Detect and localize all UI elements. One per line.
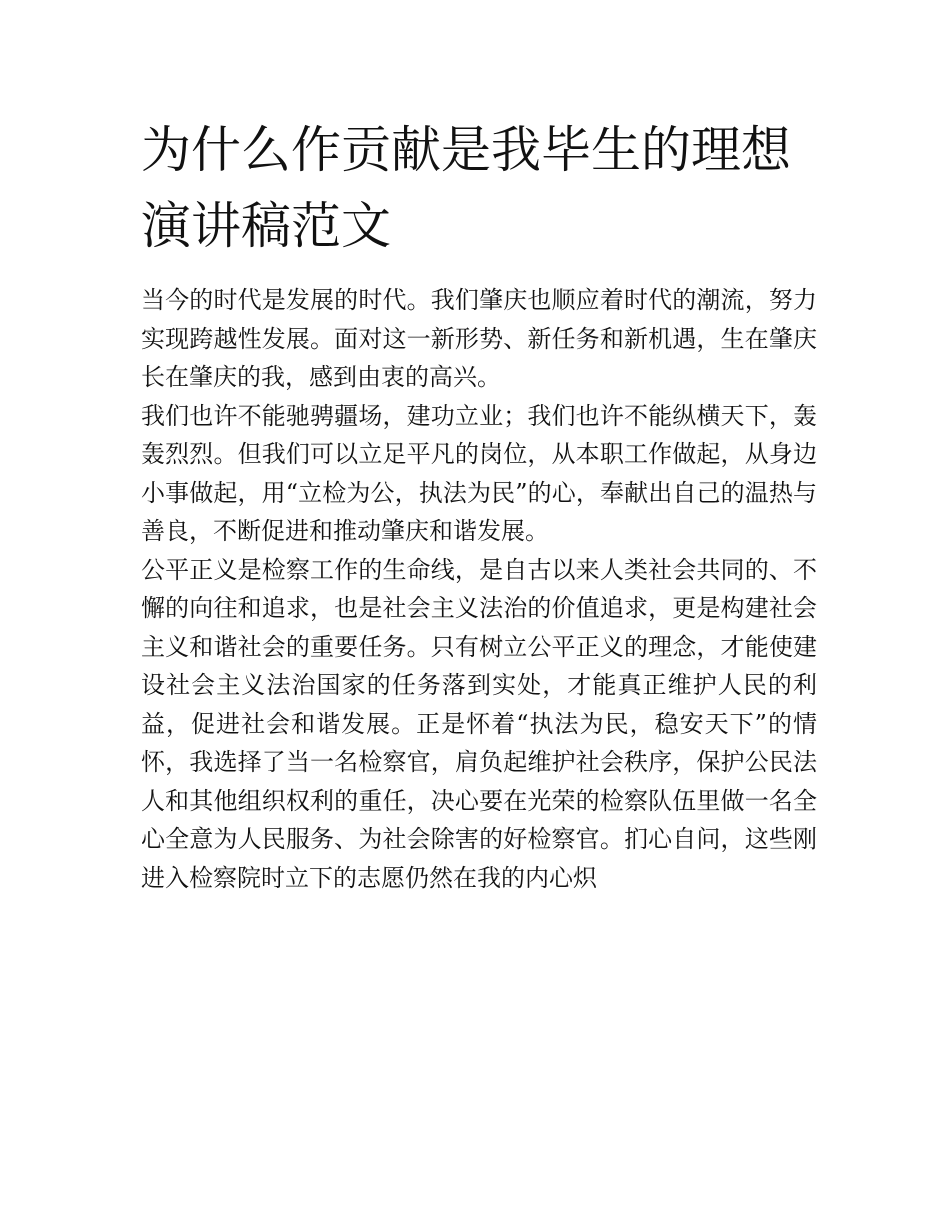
document-title: 为什么作贡献是我毕生的理想演讲稿范文	[141, 121, 791, 255]
paragraph-3: 公平正义是检察工作的生命线，是自古以来人类社会共同的、不懈的向往和追求，也是社会主义法治的价值追求，更是构建社会主义和谐社会的重要任务。只有树立公平正义的理念，才能使建设社会主义法治国家的任务落到实处，才能真正维护人民的利益，促进社会和谐发展。正是怀着“执法为民，稳安天下”的情怀，我选择了当一名检察官，肩负起维护社会秩序，保护公民法人和其他组织权利的重任，决心要在光荣的检察队伍里做一名全心全意为人民服务、为社会除害的好检察官。扪心自问，这些刚进入检察院时立下的志愿仍然在我的内心炽	[141, 555, 817, 892]
document-body	[141, 281, 817, 897]
paragraph-1: 当今的时代是发展的时代。我们肇庆也顺应着时代的潮流，努力实现跨越性发展。面对这一新形势、新任务和新机遇，生在肇庆长在肇庆的我，感到由衷的高兴。	[141, 286, 817, 391]
paragraph-2: 我们也许不能驰骋疆场，建功立业；我们也许不能纵横天下，轰轰烈烈。但我们可以立足平凡的岗位，从本职工作做起，从身边小事做起，用“立检为公，执法为民”的心，奉献出自己的温热与善良，不断促进和推动肇庆和谐发展。	[141, 401, 817, 545]
